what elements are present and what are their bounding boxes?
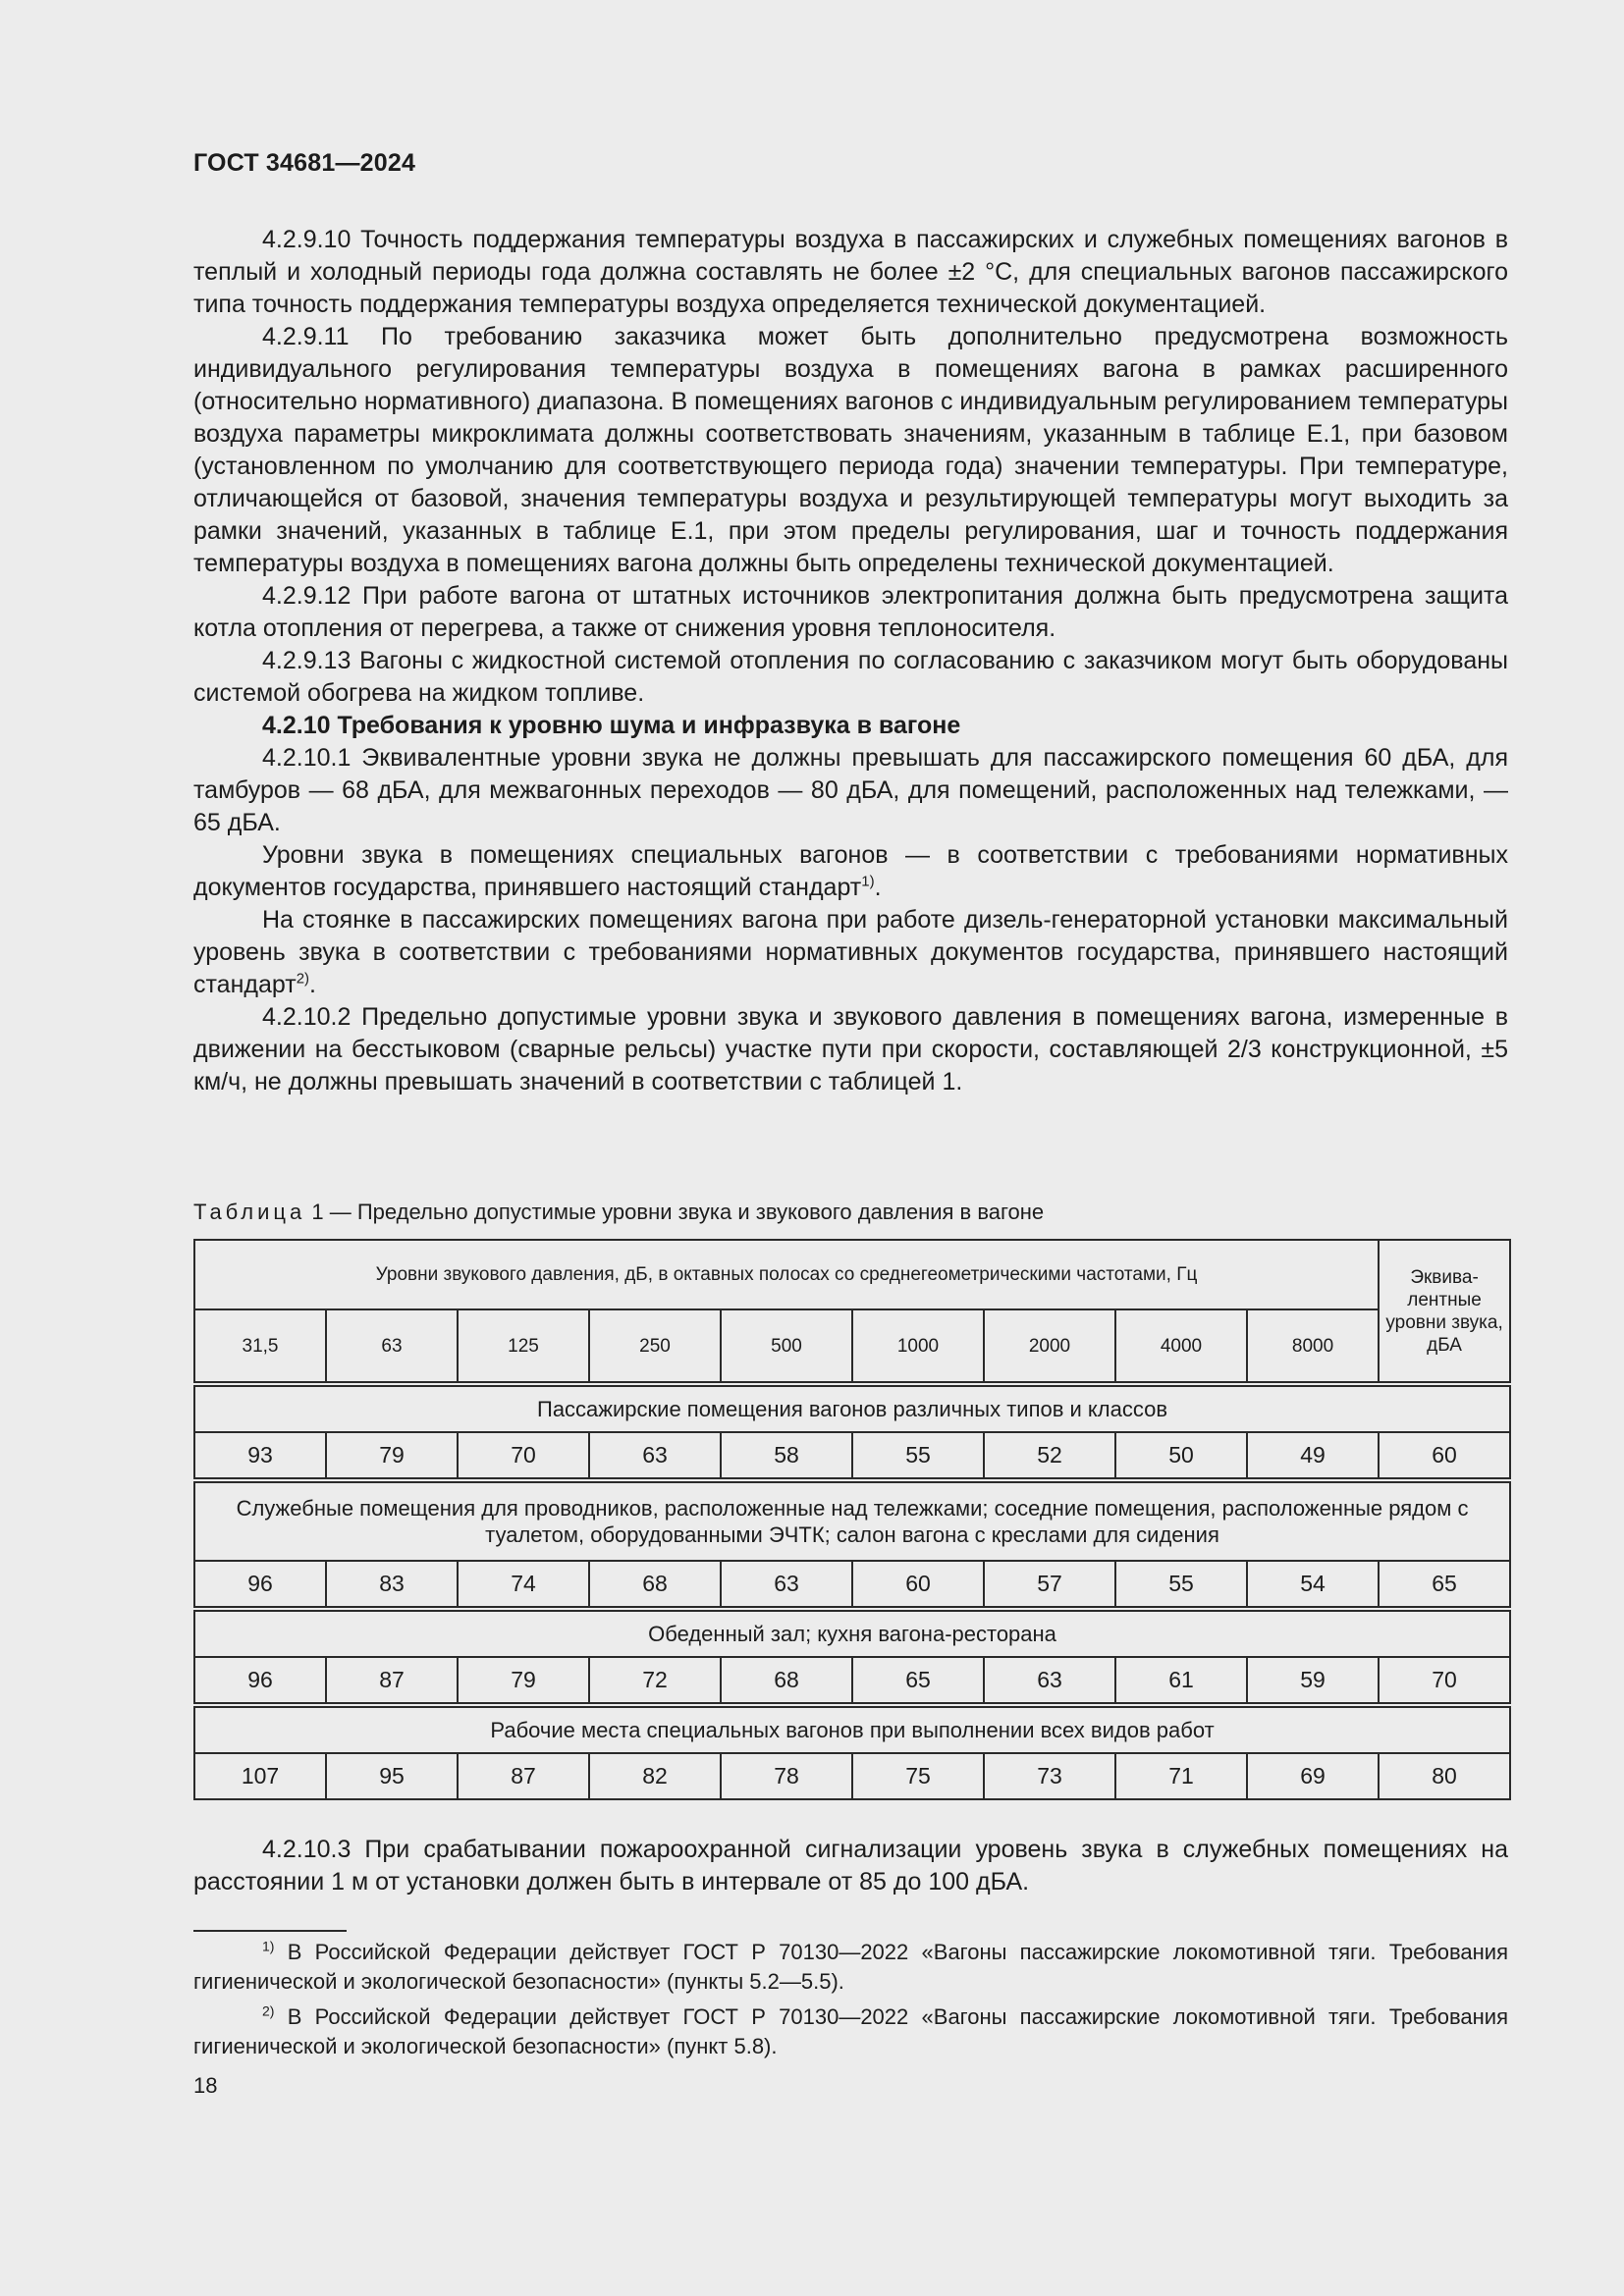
section-row [194,1482,1510,1561]
table-caption-title: 1 — Предельно допустимые уровни звука и звукового давления в вагоне [305,1200,1045,1224]
table-row [194,1561,1510,1607]
pressure-level-cell: 96 [194,1561,326,1607]
frequency-header-row [194,1309,1510,1382]
frequency-header-cell: 31,5 [194,1309,326,1382]
section-heading-4-2-10: 4.2.10 Требования к уровню шума и инфразвука в вагоне [262,712,961,739]
pressure-level-cell: 83 [326,1561,458,1607]
table-row [194,1657,1510,1703]
pressure-level-cell: 55 [1115,1561,1247,1607]
frequency-header-cell: 2000 [984,1309,1115,1382]
paragraph-4-2-9-10: 4.2.9.10 Точность поддержания температуры воздуха в пассажирских и служебных помещениях вагонов в теплый и холодный периоды года должна составлять не более ±2 °С, для специальных вагонов пассажирского типа точность поддержания температуры воздуха определяется технической документацией. [193,226,1508,318]
pressure-level-cell: 63 [589,1432,721,1478]
footnote-divider [193,1930,347,1932]
table-row [194,1432,1510,1478]
pressure-level-cell: 95 [326,1753,458,1799]
paragraph-text: Уровни звука в помещениях специальных вагонов — в соответствии с требованиями нормативных документов государства, принявшего настоящий стандарт [193,841,1508,901]
pressure-level-cell: 49 [1247,1432,1379,1478]
frequency-header-cell: 63 [326,1309,458,1382]
footnote-ref-1[interactable]: 1) [861,873,875,890]
text-after-table [193,1834,1508,1898]
section-row [194,1707,1510,1753]
pressure-level-cell: 82 [589,1753,721,1799]
equivalent-level-cell: 70 [1379,1657,1510,1703]
paragraph-end: . [309,971,316,998]
table-caption [193,1199,1044,1226]
pressure-level-cell: 70 [458,1432,589,1478]
pressure-level-cell: 60 [852,1561,984,1607]
pressure-level-cell: 93 [194,1432,326,1478]
paragraph-4-2-9-13: 4.2.9.13 Вагоны с жидкостной системой отопления по согласованию с заказчиком могут быть оборудованы системой обогрева на жидком топливе. [193,647,1508,707]
pressure-level-cell: 52 [984,1432,1115,1478]
paragraph-text: На стоянке в пассажирских помещениях вагона при работе дизель-генераторной установки максимальный уровень звука в соответствии с требованиями нормативных документов государства, принявшего настоящий стандарт [193,906,1508,998]
footnote-text: В Российской Федерации действует ГОСТ Р 70130—2022 «Вагоны пассажирские локомотивной тяги. Требования гигиенической и экологической безопасности» (пункт 5.8). [193,2004,1508,2058]
pressure-level-cell: 73 [984,1753,1115,1799]
pressure-level-cell: 75 [852,1753,984,1799]
equivalent-level-cell: 60 [1379,1432,1510,1478]
pressure-level-cell: 61 [1115,1657,1247,1703]
footnote-text: В Российской Федерации действует ГОСТ Р 70130—2022 «Вагоны пассажирские локомотивной тяги. Требования гигиенической и экологической безопасности» (пункты 5.2—5.5). [193,1940,1508,1994]
frequency-header-cell: 250 [589,1309,721,1382]
pressure-level-cell: 79 [326,1432,458,1478]
pressure-level-cell: 78 [721,1753,852,1799]
paragraph-4-2-9-11: 4.2.9.11 По требованию заказчика может быть дополнительно предусмотрена возможность индивидуального регулирования температуры воздуха в помещениях вагона в рамках расширенного (относительно нормативного) диапазона. В помещениях вагонов с индивидуальным регулированием температуры воздуха параметры микроклимата должны соответствовать значениям, указанным в таблице Е.1, при базовом (установленном по умолчанию для соответствующего периода года) значении температуры. При температуре, отличающейся от базовой, значения температуры воздуха и результирующей температуры могут выходить за рамки значений, указанных в таблице Е.1, при этом пределы регулирования, шаг и точность поддержания температуры воздуха в помещениях вагона должны быть определены технической документацией. [193,323,1508,577]
pressure-level-cell: 87 [326,1657,458,1703]
pressure-level-cell: 74 [458,1561,589,1607]
page-number: 18 [193,2073,218,2098]
pressure-level-cell: 72 [589,1657,721,1703]
paragraph-parking [193,904,1508,1001]
pressure-level-cell: 63 [721,1561,852,1607]
pressure-level-cell: 96 [194,1657,326,1703]
section-row [194,1386,1510,1432]
pressure-level-cell: 107 [194,1753,326,1799]
section-title: Пассажирские помещения вагонов различных типов и классов [194,1386,1510,1432]
pressure-level-cell: 65 [852,1657,984,1703]
footnote-mark: 1) [262,1938,275,1954]
footnote-ref-2[interactable]: 2) [296,970,310,988]
pressure-level-cell: 71 [1115,1753,1247,1799]
section-title: Служебные помещения для проводников, расположенные над тележками; соседние помещения, расположенные рядом с туалетом, оборудованными ЭЧТК; салон вагона с креслами для сидения [194,1482,1510,1561]
table-row [194,1753,1510,1799]
pressure-level-cell: 63 [984,1657,1115,1703]
noise-limits-table [193,1239,1511,1800]
pressure-level-cell: 59 [1247,1657,1379,1703]
header-sound-pressure: Уровни звукового давления, дБ, в октавных полосах со среднегеометрическими частотами, Гц [194,1240,1379,1309]
footnote-1 [193,1938,1508,1997]
pressure-level-cell: 68 [721,1657,852,1703]
footnote-mark: 2) [262,2002,275,2019]
main-text [193,224,1508,1098]
frequency-header-cell: 1000 [852,1309,984,1382]
pressure-level-cell: 55 [852,1432,984,1478]
paragraph-4-2-10-3: 4.2.10.3 При срабатывании пожароохранной сигнализации уровень звука в служебных помещениях на расстоянии 1 м от установки должен быть в интервале от 85 до 100 дБА. [193,1836,1508,1896]
frequency-header-cell: 125 [458,1309,589,1382]
pressure-level-cell: 79 [458,1657,589,1703]
table-caption-label: Таблица [193,1200,306,1224]
pressure-level-cell: 68 [589,1561,721,1607]
equivalent-level-cell: 65 [1379,1561,1510,1607]
pressure-level-cell: 58 [721,1432,852,1478]
section-title: Обеденный зал; кухня вагона-ресторана [194,1611,1510,1657]
equivalent-level-cell: 80 [1379,1753,1510,1799]
section-title: Рабочие места специальных вагонов при выполнении всех видов работ [194,1707,1510,1753]
frequency-header-cell: 500 [721,1309,852,1382]
pressure-level-cell: 54 [1247,1561,1379,1607]
pressure-level-cell: 57 [984,1561,1115,1607]
paragraph-4-2-10-2: 4.2.10.2 Предельно допустимые уровни звука и звукового давления в помещениях вагона, измеренные в движении на бесстыковом (сварные рельсы) участке пути при скорости, составляющей 2/3 конструкционной, ±5 км/ч, не должны превышать значений в соответствии с таблицей 1. [193,1003,1508,1095]
paragraph-4-2-9-12: 4.2.9.12 При работе вагона от штатных источников электропитания должна быть предусмотрена защита котла отопления от перегрева, а также от снижения уровня теплоносителя. [193,582,1508,642]
document-id: ГОСТ 34681—2024 [193,149,416,177]
pressure-level-cell: 69 [1247,1753,1379,1799]
footnotes [193,1938,1508,2067]
frequency-header-cell: 8000 [1247,1309,1379,1382]
paragraph-4-2-10-1: 4.2.10.1 Эквивалентные уровни звука не должны превышать для пассажирского помещения 60 дБА, для тамбуров — 68 дБА, для межвагонных переходов — 80 дБА, для помещений, расположенных над тележками, — 65 дБА. [193,744,1508,836]
pressure-level-cell: 50 [1115,1432,1247,1478]
header-equivalent-level: Эквива-лентные уровни звука, дБА [1379,1240,1510,1382]
frequency-header-cell: 4000 [1115,1309,1247,1382]
section-row [194,1611,1510,1657]
footnote-2 [193,2002,1508,2061]
paragraph-special-wagons [193,839,1508,904]
pressure-level-cell: 87 [458,1753,589,1799]
paragraph-end: . [874,874,882,901]
